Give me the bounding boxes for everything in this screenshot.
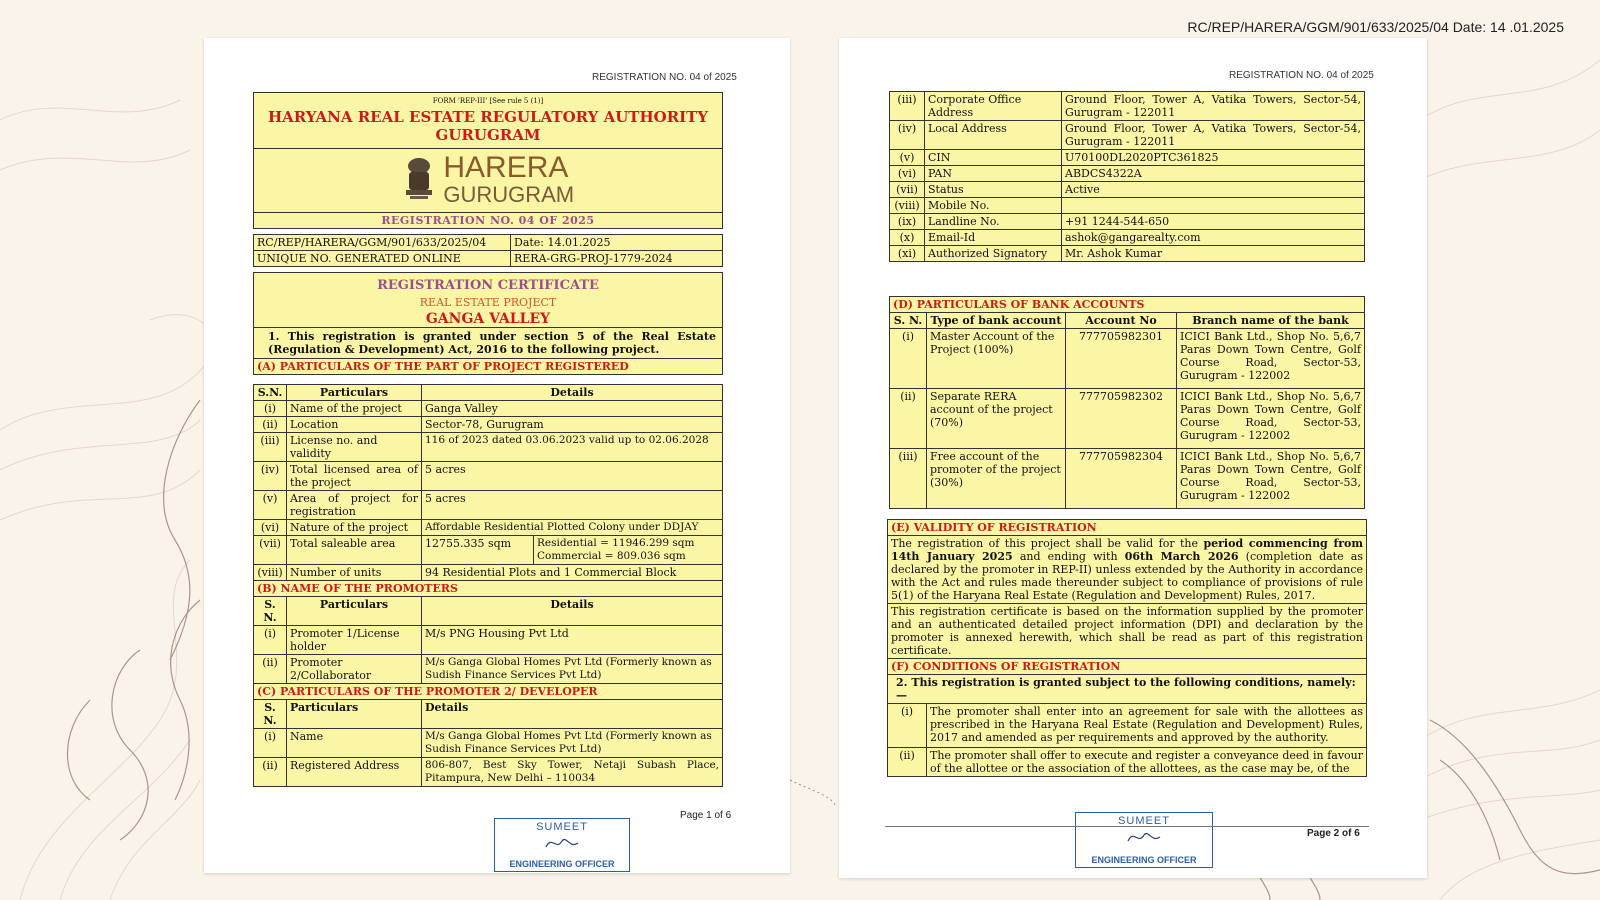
form-reference: FORM 'REP-III' [See rule 5 (1)] <box>432 97 544 105</box>
saleable-residential: Residential = 11946.299 sqm <box>537 537 695 549</box>
page-number: Page 2 of 6 <box>1307 828 1360 839</box>
row-detail: Sector-78, Gurugram <box>422 417 723 433</box>
page-registration-number: REGISTRATION NO. 04 of 2025 <box>1229 70 1374 81</box>
row-particular: Location <box>287 417 422 433</box>
row-account-type: Separate RERA account of the project (70%) <box>927 389 1066 449</box>
validity-end: 06th March 2026 <box>1124 550 1239 563</box>
row-particular: Local Address <box>925 121 1062 150</box>
saleable-total: 12755.335 sqm <box>422 536 534 565</box>
row-particular: Name of the project <box>287 401 422 417</box>
promoter-details-table <box>889 91 1365 262</box>
registration-number: REGISTRATION NO. 04 OF 2025 <box>254 213 723 229</box>
condition-sn: (i) <box>888 704 927 748</box>
national-emblem-icon <box>402 156 436 204</box>
row-particular: Total licensed area of the project <box>287 462 422 491</box>
section-e-heading: (E) VALIDITY OF REGISTRATION <box>888 520 1367 536</box>
certificate-ids-table <box>253 234 723 267</box>
certificate-page-1 <box>204 38 790 873</box>
row-detail: 806-807, Best Sky Tower, Netaji Subash Place, Pitampura, New Delhi – 110034 <box>422 758 723 787</box>
row-detail: M/s PNG Housing Pvt Ltd <box>422 626 723 655</box>
row-sn: (x) <box>890 230 925 246</box>
logo-gurugram-text: GURUGRAM <box>443 182 575 207</box>
project-type: REAL ESTATE PROJECT <box>419 296 557 309</box>
section-f-heading: (F) CONDITIONS OF REGISTRATION <box>888 659 1367 675</box>
row-sn: (iv) <box>254 462 287 491</box>
row-sn: (i) <box>890 329 927 389</box>
table-row <box>890 389 1365 449</box>
row-account-type: Master Account of the Project (100%) <box>927 329 1066 389</box>
project-name: GANGA VALLEY <box>425 311 551 327</box>
row-particular: Registered Address <box>287 758 422 787</box>
row-branch: ICICI Bank Ltd., Shop No. 5,6,7 Paras Down Town Centre, Golf Course Road, Sector-53, Gurugram - 122002 <box>1177 389 1365 449</box>
unique-no-label: UNIQUE NO. GENERATED ONLINE <box>254 251 511 267</box>
table-row <box>254 565 723 581</box>
col-details: Details <box>422 700 723 729</box>
validity-start: period commencing from 14th January 2025 <box>891 537 1364 563</box>
table-row <box>890 198 1365 214</box>
condition-row <box>888 704 1367 748</box>
row-account-no: 777705982301 <box>1066 329 1177 389</box>
row-sn: (viii) <box>890 198 925 214</box>
certificate-reference-header: RC/REP/HARERA/GGM/901/633/2025/04 Date: 14 .01.2025 <box>1187 19 1564 35</box>
row-detail: Ground Floor, Tower A, Vatika Towers, Sector-54, Gurugram - 122011 <box>1062 92 1365 121</box>
row-particular: Authorized Signatory <box>925 246 1062 262</box>
table-row <box>254 401 723 417</box>
row-sn: (ii) <box>254 655 287 684</box>
info-paragraph: This registration certificate is based on the information supplied by the promoter and an authenticated detailed project information (DPI) and declaration by the promoter is annexed herewith, which shall be read as part of this registration certificate. <box>888 604 1367 659</box>
row-detail: +91 1244-544-650 <box>1062 214 1365 230</box>
row-particular: Total saleable area <box>287 536 422 565</box>
row-detail: U70100DL2020PTC361825 <box>1062 150 1365 166</box>
saleable-commercial: Commercial = 809.036 sqm <box>537 550 686 562</box>
condition-text: The promoter shall offer to execute and register a conveyance deed in favour of the allottee or the association of the allottees, as the case may be, of the <box>927 748 1367 777</box>
footer-divider <box>885 826 1369 827</box>
section-b-heading: (B) NAME OF THE PROMOTERS <box>254 581 723 597</box>
table-row <box>254 626 723 655</box>
col-details: Details <box>422 385 723 401</box>
row-sn: (vii) <box>890 182 925 198</box>
row-sn: (vi) <box>890 166 925 182</box>
row-sn: (i) <box>254 401 287 417</box>
row-detail: 5 acres <box>422 462 723 491</box>
authority-name: HARYANA REAL ESTATE REGULATORY AUTHORITY <box>267 108 709 126</box>
row-sn: (viii) <box>254 565 287 581</box>
row-detail: 116 of 2023 dated 03.06.2023 valid up to 02.06.2028 <box>422 433 723 462</box>
row-account-type: Free account of the promoter of the project (30%) <box>927 449 1066 509</box>
row-sn: (xi) <box>890 246 925 262</box>
row-sn: (v) <box>890 150 925 166</box>
authority-city: GURUGRAM <box>435 126 541 144</box>
table-row <box>254 491 723 520</box>
row-particular: Number of units <box>287 565 422 581</box>
table-row <box>254 417 723 433</box>
project-particulars-table <box>253 384 723 787</box>
logo-harera-text: HARERA <box>443 151 569 184</box>
table-row <box>254 758 723 787</box>
col-details: Details <box>422 597 723 626</box>
table-row <box>890 121 1365 150</box>
signature-icon <box>542 833 582 853</box>
table-row <box>254 433 723 462</box>
row-detail: Active <box>1062 182 1365 198</box>
row-branch: ICICI Bank Ltd., Shop No. 5,6,7 Paras Down Town Centre, Golf Course Road, Sector-53, Gurugram - 122002 <box>1177 329 1365 389</box>
table-row <box>254 520 723 536</box>
table-row <box>890 449 1365 509</box>
row-particular: Corporate Office Address <box>925 92 1062 121</box>
row-particular: Nature of the project <box>287 520 422 536</box>
row-sn: (ii) <box>254 758 287 787</box>
validity-paragraph <box>888 536 1367 604</box>
row-particular: PAN <box>925 166 1062 182</box>
row-sn: (ii) <box>890 389 927 449</box>
rc-number: RC/REP/HARERA/GGM/901/633/2025/04 <box>254 235 511 251</box>
officer-stamp <box>494 818 630 872</box>
table-row <box>890 230 1365 246</box>
row-particular: Landline No. <box>925 214 1062 230</box>
row-particular: License no. and validity <box>287 433 422 462</box>
table-row <box>254 729 723 758</box>
row-detail: ashok@gangarealty.com <box>1062 230 1365 246</box>
bank-accounts-table <box>889 296 1365 509</box>
page-number: Page 1 of 6 <box>680 810 732 821</box>
row-particular: CIN <box>925 150 1062 166</box>
condition-sn: (ii) <box>888 748 927 777</box>
row-sn: (ix) <box>890 214 925 230</box>
table-row <box>890 214 1365 230</box>
row-sn: (i) <box>254 729 287 758</box>
section-a-heading: (A) PARTICULARS OF THE PART OF PROJECT REGISTERED <box>254 359 723 375</box>
row-detail: Ground Floor, Tower A, Vatika Towers, Sector-54, Gurugram - 122011 <box>1062 121 1365 150</box>
row-account-no: 777705982302 <box>1066 389 1177 449</box>
validity-text: and ending with <box>1012 550 1125 563</box>
row-sn: (iii) <box>254 433 287 462</box>
row-detail: ABDCS4322A <box>1062 166 1365 182</box>
row-account-no: 777705982304 <box>1066 449 1177 509</box>
row-detail: Mr. Ashok Kumar <box>1062 246 1365 262</box>
table-row <box>890 92 1365 121</box>
validity-text: (completion date as declared by the promoter in REP-II) unless extended by the Authority in accordance with the Act and rules made thereunder subject to compliance of provisions of rule 5(1) of the Haryana Real Estate (Regulation and Development) Rules, 2017. <box>891 550 1363 602</box>
col-sn: S. N. <box>254 700 287 729</box>
stamp-title: ENGINEERING OFFICER <box>1091 855 1197 865</box>
validity-text: The registration of this project shall be valid for the <box>891 537 1204 550</box>
row-detail: M/s Ganga Global Homes Pvt Ltd (Formerly known as Sudish Finance Services Pvt Ltd) <box>422 655 723 684</box>
row-detail <box>1062 198 1365 214</box>
table-row <box>890 166 1365 182</box>
row-particular: Mobile No. <box>925 198 1062 214</box>
table-row <box>890 150 1365 166</box>
row-particular: Status <box>925 182 1062 198</box>
table-row <box>890 182 1365 198</box>
row-detail: 5 acres <box>422 491 723 520</box>
section-c-heading: (C) PARTICULARS OF THE PROMOTER 2/ DEVELOPER <box>254 684 723 700</box>
row-branch: ICICI Bank Ltd., Shop No. 5,6,7 Paras Down Town Centre, Golf Course Road, Sector-53, Gurugram - 122002 <box>1177 449 1365 509</box>
section-d-heading: (D) PARTICULARS OF BANK ACCOUNTS <box>890 297 1365 313</box>
officer-stamp <box>1075 812 1213 868</box>
col-account-type: Type of bank account <box>927 313 1066 329</box>
row-detail: M/s Ganga Global Homes Pvt Ltd (Formerly known as Sudish Finance Services Pvt Ltd) <box>422 729 723 758</box>
col-branch: Branch name of the bank <box>1177 313 1365 329</box>
row-detail: 94 Residential Plots and 1 Commercial Block <box>422 565 723 581</box>
table-row <box>254 462 723 491</box>
col-account-no: Account No <box>1066 313 1177 329</box>
row-sn: (vi) <box>254 520 287 536</box>
condition-text: The promoter shall enter into an agreement for sale with the allottees as prescribed in the Haryana Real Estate (Regulation and Development) Rules, 2017 and amended as per requirements and approved by the authority. <box>927 704 1367 748</box>
certificate-title: REGISTRATION CERTIFICATE <box>377 278 599 293</box>
row-sn: (iv) <box>890 121 925 150</box>
stamp-name: SUMEET <box>536 821 588 833</box>
clause-1: 1. This registration is granted under section 5 of the Real Estate (Regulation & Development) Act, 2016 to the following project. <box>254 328 723 359</box>
col-sn: S.N. <box>254 385 287 401</box>
row-detail: Ganga Valley <box>422 401 723 417</box>
certificate-title-table <box>253 272 723 375</box>
row-particular: Area of project for registration <box>287 491 422 520</box>
table-row <box>254 655 723 684</box>
col-sn: S. N. <box>254 597 287 626</box>
row-particular: Promoter 2/Collaborator <box>287 655 422 684</box>
condition-row <box>888 748 1367 777</box>
table-row <box>254 536 723 565</box>
row-sn: (iii) <box>890 92 925 121</box>
signature-icon <box>1124 827 1164 847</box>
row-detail: Affordable Residential Plotted Colony under DDJAY <box>422 520 723 536</box>
row-particular: Email-Id <box>925 230 1062 246</box>
page-registration-number: REGISTRATION NO. 04 of 2025 <box>592 72 737 83</box>
row-sn: (ii) <box>254 417 287 433</box>
row-particular: Promoter 1/License holder <box>287 626 422 655</box>
clause-2: 2. This registration is granted subject to the following conditions, namely: — <box>888 675 1367 704</box>
col-sn: S. N. <box>890 313 927 329</box>
row-sn: (v) <box>254 491 287 520</box>
row-sn: (iii) <box>890 449 927 509</box>
col-particulars: Particulars <box>287 700 422 729</box>
unique-no-value: RERA-GRG-PROJ-1779-2024 <box>511 251 723 267</box>
stamp-title: ENGINEERING OFFICER <box>509 859 615 869</box>
certificate-date: Date: 14.01.2025 <box>511 235 723 251</box>
row-sn: (i) <box>254 626 287 655</box>
col-particulars: Particulars <box>287 385 422 401</box>
harera-logo <box>254 149 723 213</box>
certificate-page-2 <box>839 38 1427 878</box>
row-sn: (vii) <box>254 536 287 565</box>
registration-header-table <box>253 92 723 229</box>
row-particular: Name <box>287 729 422 758</box>
table-row <box>890 246 1365 262</box>
table-row <box>890 329 1365 389</box>
col-particulars: Particulars <box>287 597 422 626</box>
validity-conditions-table <box>887 519 1367 777</box>
stamp-name: SUMEET <box>1118 815 1170 827</box>
